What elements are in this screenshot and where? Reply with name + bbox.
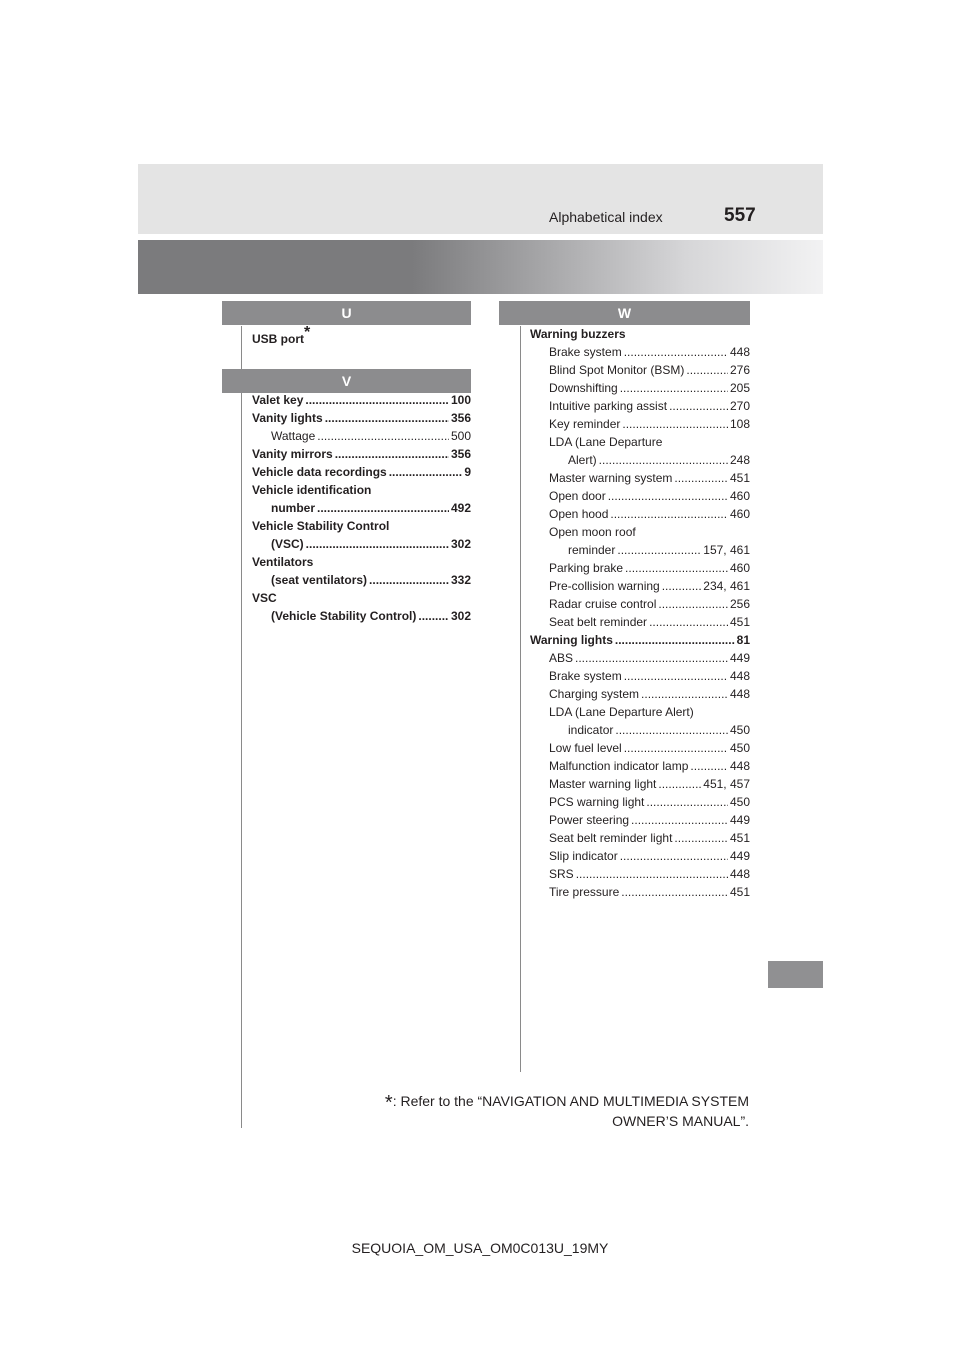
- index-subentry: Downshifting ..... 205: [530, 379, 750, 397]
- left-column-rule: [241, 326, 242, 1128]
- index-subentry: Intuitive parking assist ..... 270: [530, 397, 750, 415]
- index-subentry: Charging system ..... 448: [530, 685, 750, 703]
- letter-header-w: W: [499, 301, 750, 325]
- index-entry: Vehicle data recordings ..... 9: [252, 463, 471, 481]
- index-subentry-continued: reminder ..... 157, 461: [530, 541, 750, 559]
- index-subentry: Open hood ..... 460: [530, 505, 750, 523]
- footnote-line-1: *: Refer to the “NAVIGATION AND MULTIMEDIA SYSTEM: [384, 1092, 749, 1114]
- index-subentry: PCS warning light ..... 450: [530, 793, 750, 811]
- index-entry-continued: number ..... 492: [252, 499, 471, 517]
- index-subentry: ABS ..... 449: [530, 649, 750, 667]
- footnote-star: *: [384, 1092, 393, 1114]
- letter-header-v: V: [222, 369, 471, 393]
- index-entry: Vanity lights ..... 356: [252, 409, 471, 427]
- page-number: 557: [724, 205, 756, 226]
- index-entry: Warning buzzers: [530, 327, 626, 341]
- footnote-marker: *: [304, 324, 311, 341]
- index-entry: Valet key ..... 100: [252, 391, 471, 409]
- header-band: [138, 164, 823, 234]
- index-section-w: [530, 325, 750, 901]
- index-subentry-continued: Alert) ..... 248: [530, 451, 750, 469]
- document-id: SEQUOIA_OM_USA_OM0C013U_19MY: [351, 1240, 609, 1256]
- index-subentry: Slip indicator ..... 449: [530, 847, 750, 865]
- index-subentry: Seat belt reminder light ..... 451: [530, 829, 750, 847]
- index-entry-continued: (Vehicle Stability Control) ..... 302: [252, 607, 471, 625]
- index-subentry: Brake system ..... 448: [530, 667, 750, 685]
- footnote-line-2: OWNER’S MANUAL”.: [612, 1113, 749, 1129]
- index-entry: Vanity mirrors ..... 356: [252, 445, 471, 463]
- index-section-v: [252, 391, 471, 625]
- index-subentry: Parking brake ..... 460: [530, 559, 750, 577]
- index-subentry: Seat belt reminder ..... 451: [530, 613, 750, 631]
- index-subentry-continued: indicator ..... 450: [530, 721, 750, 739]
- index-subentry: Malfunction indicator lamp ..... 448: [530, 757, 750, 775]
- index-subentry: LDA (Lane Departure Alert): [549, 705, 694, 719]
- index-entry-continued: (seat ventilators) ..... 332: [252, 571, 471, 589]
- index-subentry: Power steering ..... 449: [530, 811, 750, 829]
- index-subentry: SRS ..... 448: [530, 865, 750, 883]
- index-subentry: Master warning system ..... 451: [530, 469, 750, 487]
- index-entry: Vehicle Stability Control: [252, 519, 390, 533]
- letter-header-u: U: [222, 301, 471, 325]
- index-entry: Ventilators: [252, 555, 314, 569]
- chapter-side-tab: [768, 961, 823, 988]
- right-column-rule: [520, 326, 521, 1072]
- index-subentry: Wattage ..... 500: [252, 427, 471, 445]
- index-entry-usb-port: USB port*: [252, 324, 311, 346]
- index-subentry: Key reminder ..... 108: [530, 415, 750, 433]
- index-subentry: Radar cruise control ..... 256: [530, 595, 750, 613]
- index-subentry: Blind Spot Monitor (BSM) ..... 276: [530, 361, 750, 379]
- header-gradient-bar: [138, 240, 823, 294]
- index-entry: Warning lights ..... 81: [530, 631, 750, 649]
- index-subentry: Brake system ..... 448: [530, 343, 750, 361]
- index-subentry: Pre-collision warning ..... 234, 461: [530, 577, 750, 595]
- index-entry: Vehicle identification: [252, 483, 372, 497]
- index-subentry: LDA (Lane Departure: [549, 435, 663, 449]
- index-section-u: [252, 324, 471, 348]
- index-subentry: Tire pressure ..... 451: [530, 883, 750, 901]
- index-subentry: Master warning light ..... 451, 457: [530, 775, 750, 793]
- index-entry-continued: (VSC) ..... 302: [252, 535, 471, 553]
- index-subentry: Open door ..... 460: [530, 487, 750, 505]
- index-subentry: Low fuel level ..... 450: [530, 739, 750, 757]
- section-title: Alphabetical index: [549, 209, 663, 225]
- index-subentry: Open moon roof: [549, 525, 636, 539]
- footnote: [385, 1092, 749, 1130]
- index-entry: VSC: [252, 591, 277, 605]
